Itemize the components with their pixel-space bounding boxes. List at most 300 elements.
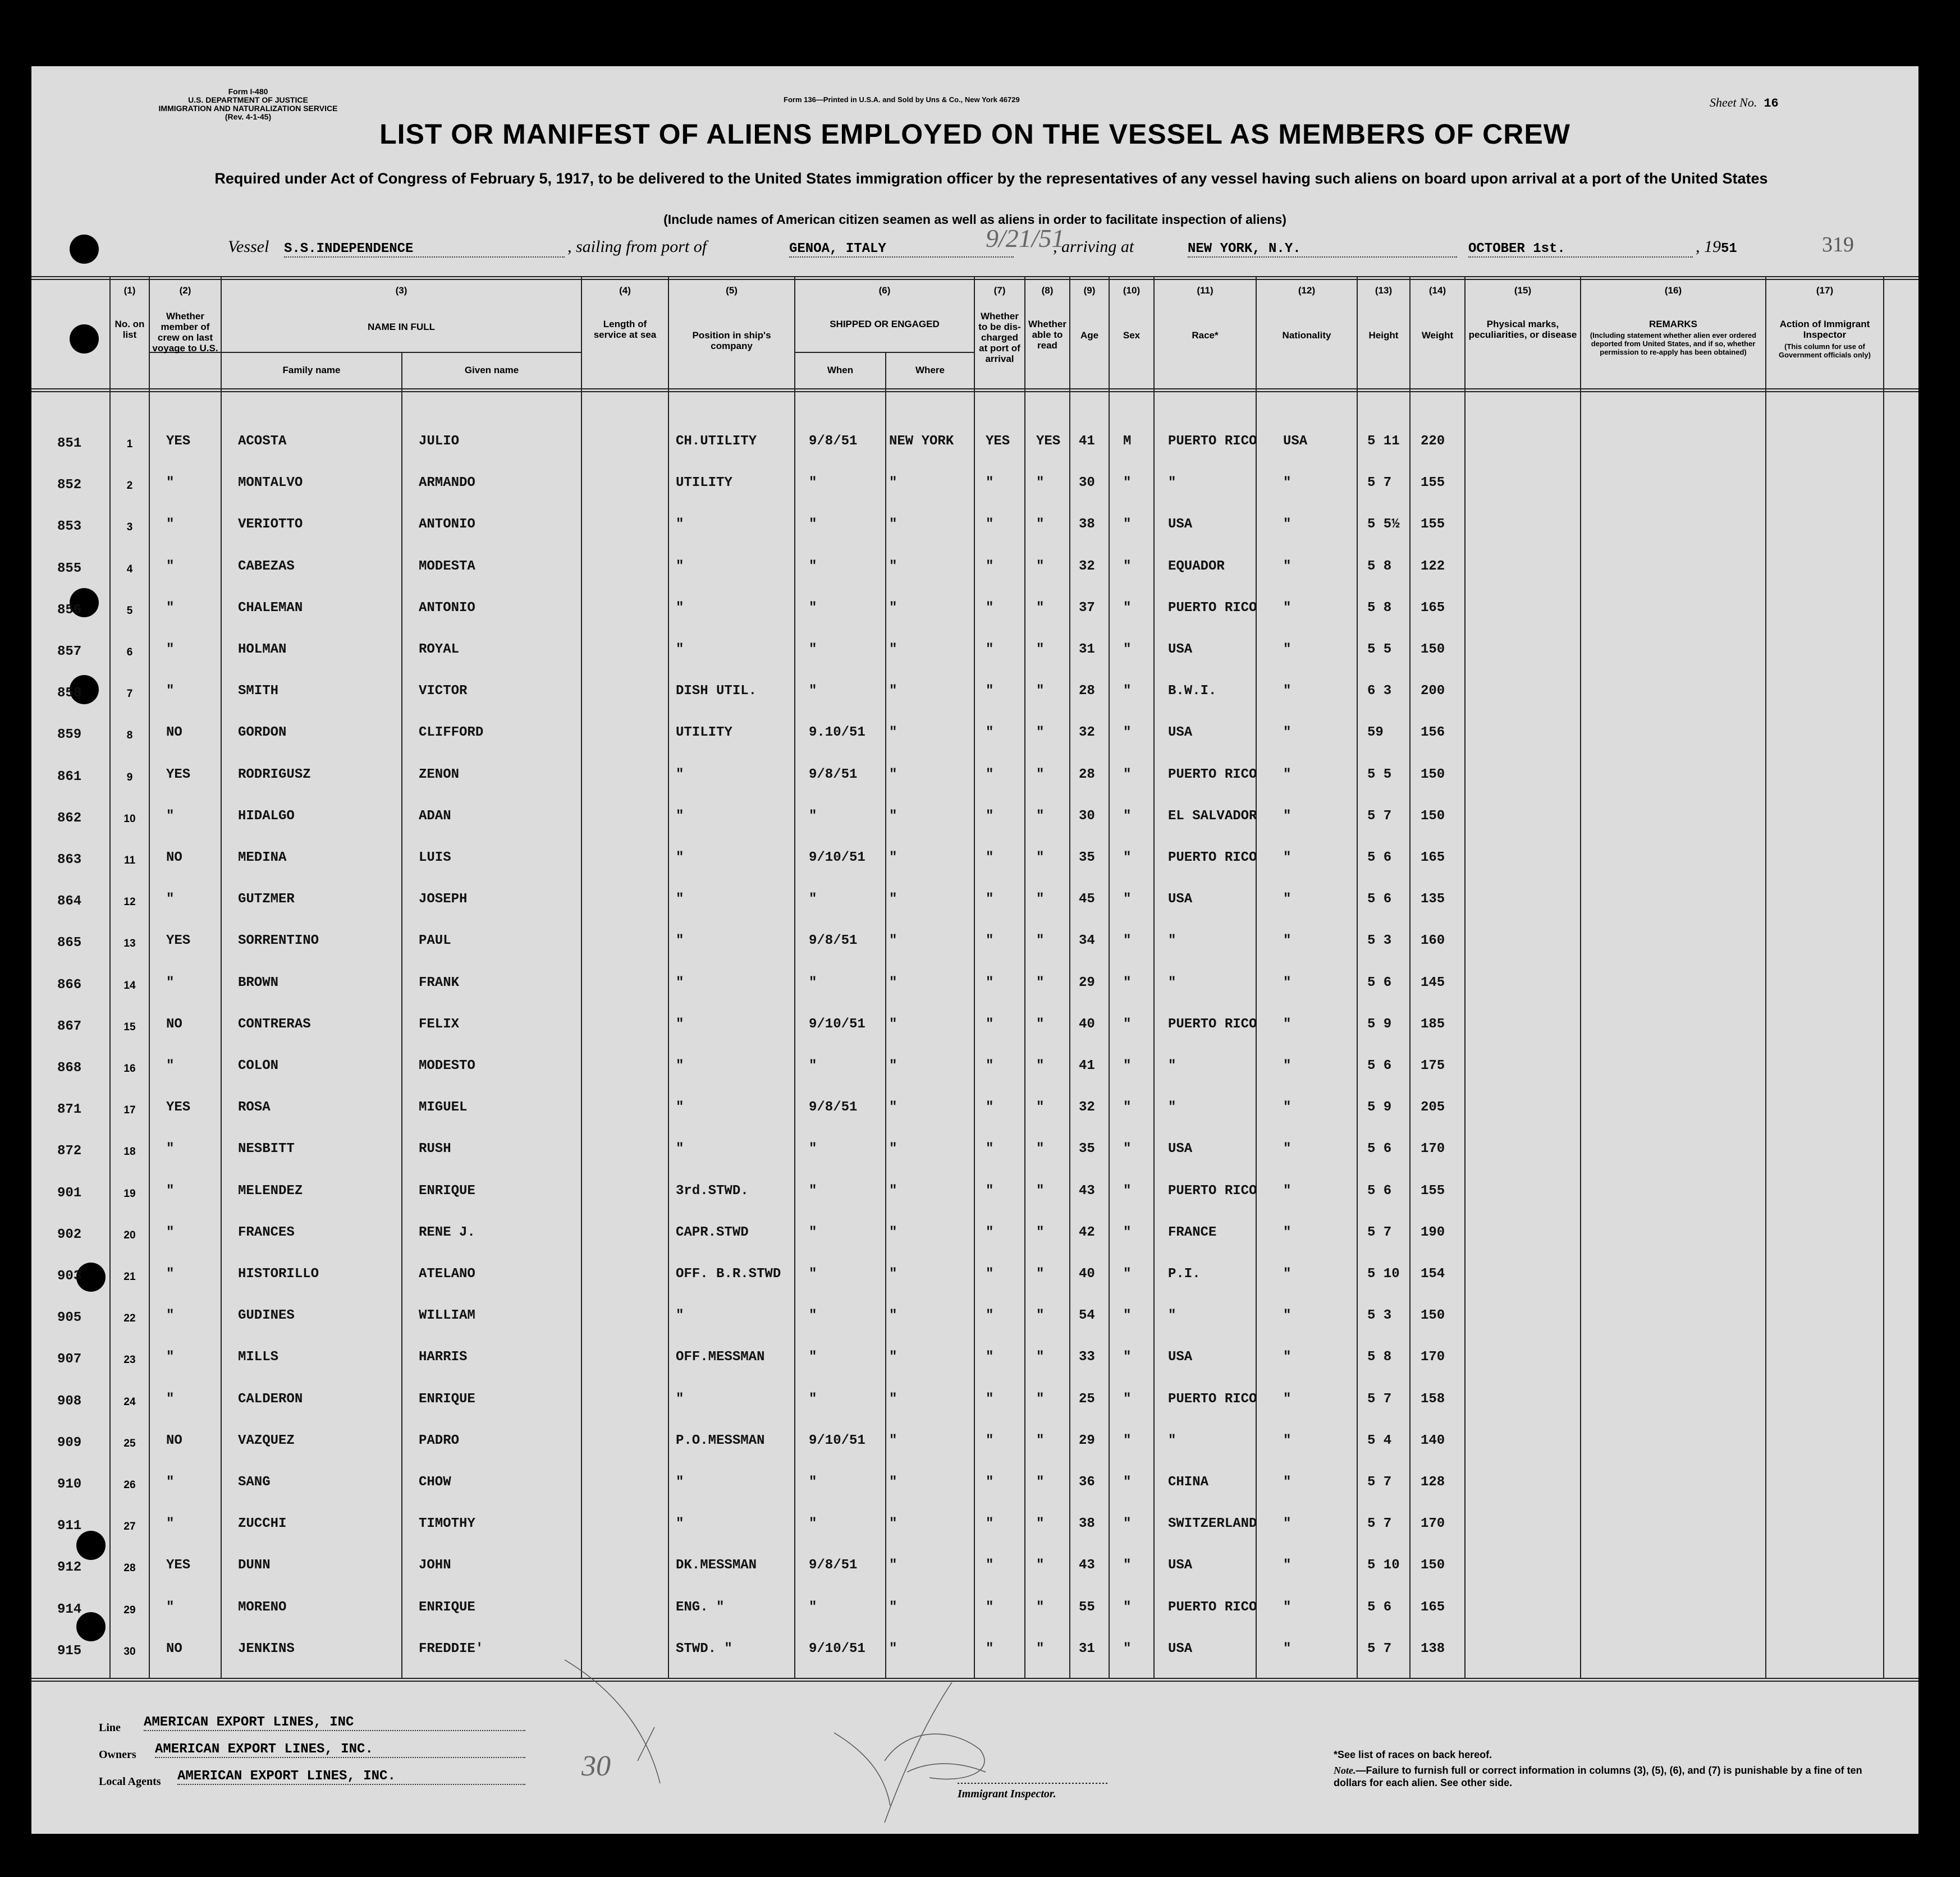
- read-cell: ": [1036, 1266, 1045, 1282]
- where-cell: ": [889, 1100, 897, 1116]
- age-cell: 41: [1079, 434, 1095, 449]
- age-cell: 29: [1079, 1433, 1095, 1448]
- arriving-at: NEW YORK, N.Y.: [1188, 241, 1457, 258]
- given-name-cell: CHOW: [419, 1475, 451, 1490]
- given-name-cell: ENRIQUE: [419, 1391, 475, 1407]
- row-index: 14: [123, 979, 136, 992]
- header-nationality: Nationality: [1282, 330, 1331, 341]
- row-index: 20: [123, 1229, 136, 1241]
- nationality-cell: ": [1283, 1558, 1292, 1573]
- where-cell: ": [889, 1558, 897, 1573]
- weight-cell: 170: [1421, 1516, 1445, 1532]
- line-number: 914: [57, 1601, 82, 1617]
- sex-cell: ": [1123, 1516, 1132, 1532]
- position-cell: DISH UTIL.: [676, 683, 757, 699]
- inspector-label: Immigrant Inspector.: [958, 1788, 1056, 1800]
- where-cell: ": [889, 1599, 897, 1615]
- family-name-cell: GUDINES: [238, 1308, 295, 1324]
- position-cell: ": [676, 1391, 684, 1407]
- form-id-line: IMMIGRATION AND NATURALIZATION SERVICE: [158, 104, 338, 113]
- discharged-cell: ": [986, 642, 994, 657]
- position-cell: CAPR.STWD: [676, 1224, 749, 1240]
- weight-cell: 128: [1421, 1475, 1445, 1490]
- race-cell: PUERTO RICO: [1168, 850, 1257, 865]
- sex-cell: ": [1123, 517, 1132, 533]
- row-index: 25: [123, 1437, 136, 1449]
- discharged-cell: ": [986, 1183, 994, 1199]
- row-index: 6: [126, 646, 133, 658]
- position-cell: ": [676, 850, 684, 865]
- col-num: (5): [726, 285, 738, 296]
- age-cell: 43: [1079, 1558, 1095, 1573]
- height-cell: 5 7: [1367, 1516, 1392, 1532]
- line-value: AMERICAN EXPORT LINES, INC: [144, 1715, 525, 1731]
- read-cell: ": [1036, 808, 1045, 824]
- weight-cell: 150: [1421, 642, 1445, 657]
- discharged-cell: ": [986, 1224, 994, 1240]
- row-index: 15: [123, 1021, 136, 1033]
- line-number: 872: [57, 1144, 82, 1159]
- weight-cell: 165: [1421, 1599, 1445, 1615]
- given-name-cell: JULIO: [419, 434, 460, 449]
- prev-voyage-cell: ": [166, 475, 175, 491]
- given-name-cell: RUSH: [419, 1141, 451, 1157]
- weight-cell: 205: [1421, 1100, 1445, 1116]
- nationality-cell: ": [1283, 725, 1292, 741]
- header-prev-voyage: Whether member of crew on last voyage to U.S.: [152, 311, 218, 354]
- read-cell: ": [1036, 642, 1045, 657]
- height-cell: 5 4: [1367, 1433, 1392, 1448]
- discharged-cell: ": [986, 683, 994, 699]
- weight-cell: 150: [1421, 808, 1445, 824]
- position-cell: ": [676, 1058, 684, 1073]
- when-cell: ": [809, 1308, 817, 1324]
- include-text: (Include names of American citizen seamen as well as aliens in order to facilitate inspection of aliens): [663, 212, 1286, 227]
- weight-cell: 150: [1421, 767, 1445, 782]
- when-cell: 9/8/51: [809, 1100, 858, 1116]
- sex-cell: ": [1123, 1183, 1132, 1199]
- line-number: 908: [57, 1393, 82, 1409]
- line-number: 901: [57, 1185, 82, 1201]
- sex-cell: ": [1123, 475, 1132, 491]
- nationality-cell: USA: [1283, 434, 1308, 449]
- discharged-cell: ": [986, 600, 994, 616]
- line-number: 867: [57, 1018, 82, 1034]
- given-name-cell: PAUL: [419, 933, 451, 949]
- weight-cell: 165: [1421, 850, 1445, 865]
- header-when: When: [827, 365, 854, 375]
- family-name-cell: SANG: [238, 1475, 271, 1490]
- when-cell: 9/8/51: [809, 1558, 858, 1573]
- sex-cell: ": [1123, 600, 1132, 616]
- line-number: 907: [57, 1352, 82, 1367]
- weight-cell: 185: [1421, 1016, 1445, 1032]
- discharged-cell: ": [986, 1350, 994, 1365]
- position-cell: P.O.MESSMAN: [676, 1433, 765, 1448]
- given-name-cell: ARMANDO: [419, 475, 475, 491]
- when-cell: ": [809, 1058, 817, 1073]
- family-name-cell: DUNN: [238, 1558, 271, 1573]
- read-cell: ": [1036, 1391, 1045, 1407]
- position-cell: ": [676, 558, 684, 574]
- sex-cell: ": [1123, 892, 1132, 907]
- sex-cell: ": [1123, 1058, 1132, 1073]
- position-cell: UTILITY: [676, 725, 732, 741]
- when-cell: 9.10/51: [809, 725, 865, 741]
- discharged-cell: ": [986, 1516, 994, 1532]
- nationality-cell: ": [1283, 808, 1292, 824]
- family-name-cell: ROSA: [238, 1100, 271, 1116]
- race-cell: USA: [1168, 892, 1193, 907]
- age-cell: 30: [1079, 808, 1095, 824]
- col-num: (1): [123, 285, 136, 296]
- form-id-line: U.S. DEPARTMENT OF JUSTICE: [188, 95, 308, 104]
- page-title: LIST OR MANIFEST OF ALIENS EMPLOYED ON THE VESSEL AS MEMBERS OF CREW: [379, 118, 1570, 150]
- read-cell: ": [1036, 725, 1045, 741]
- prev-voyage-cell: ": [166, 1224, 175, 1240]
- header-position: Position in ship's company: [692, 330, 771, 351]
- where-cell: NEW YORK: [889, 434, 954, 449]
- position-cell: ": [676, 933, 684, 949]
- nationality-cell: ": [1283, 1433, 1292, 1448]
- where-cell: ": [889, 1350, 897, 1365]
- arrival-date: OCTOBER 1st.: [1468, 241, 1693, 258]
- nationality-cell: ": [1283, 1350, 1292, 1365]
- race-cell: PUERTO RICO: [1168, 600, 1257, 616]
- header-length-of-service: Length of service at sea: [593, 319, 657, 340]
- line-number: 868: [57, 1061, 82, 1076]
- prev-voyage-cell: ": [166, 1183, 175, 1199]
- prev-voyage-cell: YES: [166, 1558, 191, 1573]
- sex-cell: ": [1123, 1016, 1132, 1032]
- family-name-cell: CONTRERAS: [238, 1016, 311, 1032]
- col-num: (3): [395, 285, 407, 296]
- vessel-name: S.S.INDEPENDENCE: [284, 241, 565, 258]
- nationality-cell: ": [1283, 767, 1292, 782]
- line-number: 866: [57, 977, 82, 993]
- sex-cell: ": [1123, 1599, 1132, 1615]
- weight-cell: 160: [1421, 933, 1445, 949]
- when-cell: ": [809, 517, 817, 533]
- discharged-cell: ": [986, 1475, 994, 1490]
- header-age: Age: [1080, 330, 1099, 341]
- read-cell: ": [1036, 475, 1045, 491]
- sheet-value: 16: [1764, 97, 1779, 111]
- position-cell: OFF.MESSMAN: [676, 1350, 765, 1365]
- position-cell: ": [676, 600, 684, 616]
- family-name-cell: VERIOTTO: [238, 517, 303, 533]
- header-remarks-sub: (Including statement whether alien ever ordered deported from United States, and if so, whether permission to re-apply has been obtained): [1590, 331, 1757, 356]
- age-cell: 55: [1079, 1599, 1095, 1615]
- when-cell: 9/10/51: [809, 1433, 865, 1448]
- given-name-cell: JOSEPH: [419, 892, 468, 907]
- line-number: 856: [57, 602, 82, 618]
- height-cell: 5 7: [1367, 1475, 1392, 1490]
- height-cell: 5 3: [1367, 933, 1392, 949]
- when-cell: ": [809, 1350, 817, 1365]
- header-no-on-list: No. on list: [115, 319, 145, 340]
- row-index: 21: [123, 1271, 136, 1283]
- race-cell: PUERTO RICO: [1168, 767, 1257, 782]
- position-cell: UTILITY: [676, 475, 732, 491]
- given-name-cell: JOHN: [419, 1558, 451, 1573]
- when-cell: ": [809, 558, 817, 574]
- height-cell: 5 6: [1367, 1183, 1392, 1199]
- discharged-cell: ": [986, 1599, 994, 1615]
- where-cell: ": [889, 892, 897, 907]
- height-cell: 5 9: [1367, 1100, 1392, 1116]
- race-cell: SWITZERLAND: [1168, 1516, 1257, 1532]
- sex-cell: ": [1123, 1391, 1132, 1407]
- position-cell: STWD. ": [676, 1641, 732, 1656]
- sex-cell: ": [1123, 1433, 1132, 1448]
- family-name-cell: VAZQUEZ: [238, 1433, 295, 1448]
- nationality-cell: ": [1283, 517, 1292, 533]
- when-cell: ": [809, 1516, 817, 1532]
- col-num: (2): [179, 285, 191, 296]
- nationality-cell: ": [1283, 1141, 1292, 1157]
- weight-cell: 150: [1421, 1308, 1445, 1324]
- read-cell: ": [1036, 1141, 1045, 1157]
- race-cell: EQUADOR: [1168, 558, 1225, 574]
- discharged-cell: ": [986, 725, 994, 741]
- line-label: Line: [99, 1722, 121, 1734]
- nationality-cell: ": [1283, 892, 1292, 907]
- position-cell: ": [676, 1308, 684, 1324]
- family-name-cell: NESBITT: [238, 1141, 295, 1157]
- note-text: —Failure to furnish full or correct information in columns (3), (5), (6), and (7) is punishable by a fine of ten dollars for each alien. See other side.: [1334, 1765, 1862, 1788]
- where-cell: ": [889, 1183, 897, 1199]
- sex-cell: ": [1123, 1266, 1132, 1282]
- handwritten-date: 9/21/51: [986, 224, 1065, 253]
- read-cell: ": [1036, 767, 1045, 782]
- race-cell: ": [1168, 1308, 1176, 1324]
- age-cell: 29: [1079, 975, 1095, 990]
- prev-voyage-cell: NO: [166, 1016, 182, 1032]
- sex-cell: ": [1123, 933, 1132, 949]
- weight-cell: 154: [1421, 1266, 1445, 1282]
- given-name-cell: ROYAL: [419, 642, 460, 657]
- weight-cell: 158: [1421, 1391, 1445, 1407]
- col-num: (8): [1041, 285, 1054, 296]
- prev-voyage-cell: ": [166, 1141, 175, 1157]
- where-cell: ": [889, 475, 897, 491]
- height-cell: 5 5: [1367, 642, 1392, 657]
- height-cell: 5 6: [1367, 1058, 1392, 1073]
- row-index: 12: [123, 896, 136, 908]
- position-cell: ": [676, 767, 684, 782]
- height-cell: 5 11: [1367, 434, 1400, 449]
- row-index: 2: [126, 480, 133, 492]
- race-cell: ": [1168, 1058, 1176, 1073]
- discharged-cell: ": [986, 558, 994, 574]
- discharged-cell: ": [986, 517, 994, 533]
- discharged-cell: ": [986, 1058, 994, 1073]
- prev-voyage-cell: ": [166, 1391, 175, 1407]
- when-cell: ": [809, 1141, 817, 1157]
- header-family-name: Family name: [282, 365, 341, 375]
- prev-voyage-cell: ": [166, 1058, 175, 1073]
- read-cell: ": [1036, 558, 1045, 574]
- position-cell: ": [676, 808, 684, 824]
- age-cell: 43: [1079, 1183, 1095, 1199]
- nationality-cell: ": [1283, 975, 1292, 990]
- nationality-cell: ": [1283, 1308, 1292, 1324]
- prev-voyage-cell: ": [166, 1350, 175, 1365]
- col-num: (10): [1123, 285, 1141, 296]
- header-remarks: REMARKS: [1649, 319, 1697, 329]
- col-num: (12): [1298, 285, 1316, 296]
- weight-cell: 156: [1421, 725, 1445, 741]
- header-inspector-action-sub: (This column for use of Government officials only): [1779, 342, 1871, 359]
- height-cell: 5 5½: [1367, 517, 1400, 533]
- position-cell: ": [676, 517, 684, 533]
- race-cell: PUERTO RICO: [1168, 1016, 1257, 1032]
- nationality-cell: ": [1283, 1266, 1292, 1282]
- row-index: 1: [126, 438, 133, 450]
- when-cell: ": [809, 475, 817, 491]
- row-index: 19: [123, 1187, 136, 1200]
- where-cell: ": [889, 1266, 897, 1282]
- when-cell: ": [809, 1475, 817, 1490]
- prev-voyage-cell: ": [166, 683, 175, 699]
- height-cell: 5 6: [1367, 1599, 1392, 1615]
- read-cell: ": [1036, 600, 1045, 616]
- line-number: 902: [57, 1227, 82, 1242]
- line-number: 858: [57, 686, 82, 701]
- line-number: 864: [57, 894, 82, 910]
- prev-voyage-cell: ": [166, 1308, 175, 1324]
- weight-cell: 165: [1421, 600, 1445, 616]
- when-cell: ": [809, 1599, 817, 1615]
- sex-cell: ": [1123, 725, 1132, 741]
- given-name-cell: FREDDIE': [419, 1641, 484, 1656]
- read-cell: ": [1036, 1475, 1045, 1490]
- prev-voyage-cell: YES: [166, 933, 191, 949]
- col-num: (6): [878, 285, 891, 296]
- printer-note: Form 136—Printed in U.S.A. and Sold by Uns & Co., New York 46729: [784, 95, 1020, 104]
- age-cell: 37: [1079, 600, 1095, 616]
- age-cell: 32: [1079, 725, 1095, 741]
- sex-cell: ": [1123, 850, 1132, 865]
- header-able-to-read: Whether able to read: [1028, 319, 1066, 351]
- where-cell: ": [889, 1391, 897, 1407]
- row-index: 11: [123, 855, 136, 866]
- prev-voyage-cell: NO: [166, 1641, 182, 1656]
- col-num: (16): [1664, 285, 1682, 296]
- discharged-cell: ": [986, 1558, 994, 1573]
- family-name-cell: MORENO: [238, 1599, 287, 1615]
- prev-voyage-cell: ": [166, 975, 175, 990]
- discharged-cell: ": [986, 1266, 994, 1282]
- owners-value: AMERICAN EXPORT LINES, INC.: [155, 1742, 525, 1758]
- family-name-cell: HOLMAN: [238, 642, 287, 657]
- nationality-cell: ": [1283, 1058, 1292, 1073]
- read-cell: ": [1036, 1100, 1045, 1116]
- family-name-cell: JENKINS: [238, 1641, 295, 1656]
- age-cell: 40: [1079, 1266, 1095, 1282]
- weight-cell: 220: [1421, 434, 1445, 449]
- col-num: (15): [1514, 285, 1532, 296]
- row-index: 13: [123, 938, 136, 950]
- row-index: 17: [123, 1104, 136, 1117]
- discharged-cell: ": [986, 850, 994, 865]
- age-cell: 25: [1079, 1391, 1095, 1407]
- age-cell: 38: [1079, 517, 1095, 533]
- discharged-cell: ": [986, 1391, 994, 1407]
- line-number: 905: [57, 1310, 82, 1326]
- height-cell: 5 5: [1367, 767, 1392, 782]
- age-cell: 34: [1079, 933, 1095, 949]
- given-name-cell: ENRIQUE: [419, 1183, 475, 1199]
- prev-voyage-cell: ": [166, 600, 175, 616]
- sex-cell: ": [1123, 1224, 1132, 1240]
- where-cell: ": [889, 1016, 897, 1032]
- where-cell: ": [889, 850, 897, 865]
- when-cell: ": [809, 600, 817, 616]
- weight-cell: 122: [1421, 558, 1445, 574]
- when-cell: 9/10/51: [809, 1641, 865, 1656]
- where-cell: ": [889, 1433, 897, 1448]
- age-cell: 31: [1079, 642, 1095, 657]
- weight-cell: 190: [1421, 1224, 1445, 1240]
- read-cell: YES: [1036, 434, 1061, 449]
- discharged-cell: ": [986, 1141, 994, 1157]
- age-cell: 28: [1079, 767, 1095, 782]
- discharged-cell: ": [986, 975, 994, 990]
- height-cell: 6 3: [1367, 683, 1392, 699]
- position-cell: OFF. B.R.STWD: [676, 1266, 781, 1282]
- race-cell: PUERTO RICO: [1168, 1391, 1257, 1407]
- age-cell: 40: [1079, 1016, 1095, 1032]
- prev-voyage-cell: ": [166, 1599, 175, 1615]
- where-cell: ": [889, 600, 897, 616]
- sex-cell: ": [1123, 1641, 1132, 1656]
- read-cell: ": [1036, 1350, 1045, 1365]
- line-number: 855: [57, 561, 82, 576]
- weight-cell: 155: [1421, 475, 1445, 491]
- weight-cell: 175: [1421, 1058, 1445, 1073]
- sex-cell: ": [1123, 808, 1132, 824]
- race-cell: USA: [1168, 642, 1193, 657]
- race-cell: FRANCE: [1168, 1224, 1217, 1240]
- family-name-cell: CHALEMAN: [238, 600, 303, 616]
- col-num: (13): [1375, 285, 1393, 296]
- family-name-cell: MONTALVO: [238, 475, 303, 491]
- header-sex: Sex: [1123, 330, 1141, 341]
- sex-cell: ": [1123, 1350, 1132, 1365]
- where-cell: ": [889, 1308, 897, 1324]
- given-name-cell: TIMOTHY: [419, 1516, 475, 1532]
- line-number: 851: [57, 436, 82, 451]
- discharged-cell: YES: [986, 434, 1010, 449]
- weight-cell: 170: [1421, 1141, 1445, 1157]
- nationality-cell: ": [1283, 475, 1292, 491]
- weight-cell: 140: [1421, 1433, 1445, 1448]
- age-cell: 35: [1079, 1141, 1095, 1157]
- read-cell: ": [1036, 1058, 1045, 1073]
- read-cell: ": [1036, 892, 1045, 907]
- header-given-name: Given name: [464, 365, 519, 375]
- when-cell: ": [809, 1224, 817, 1240]
- discharged-cell: ": [986, 892, 994, 907]
- given-name-cell: RENE J.: [419, 1224, 475, 1240]
- race-cell: ": [1168, 1433, 1176, 1448]
- discharged-cell: ": [986, 808, 994, 824]
- prev-voyage-cell: NO: [166, 725, 182, 741]
- race-cell: CHINA: [1168, 1475, 1209, 1490]
- when-cell: ": [809, 808, 817, 824]
